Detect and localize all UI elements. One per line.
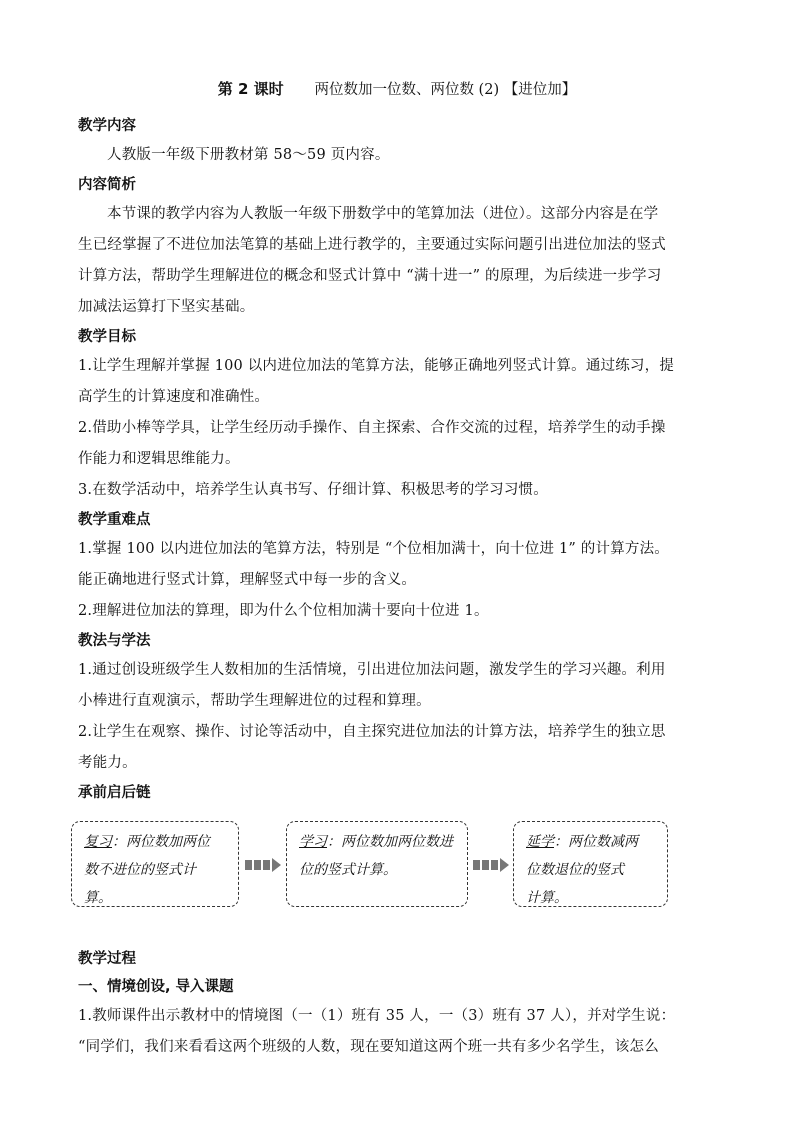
review-box [71,821,239,907]
section-subheading-intro: 一、情境创设, 导入课题 [78,979,234,995]
section-heading-chain: 承前启后链 [78,785,151,801]
review-tag: 复习 [84,834,112,850]
goals-line: 3.在数学活动中，培养学生认真书写、仔细计算、积极思考的学习习惯。 [78,482,548,498]
review-text: 算。 [84,890,112,906]
document-body [78,112,718,1063]
study-box [286,821,468,907]
goals-line: 高学生的计算速度和准确性。 [78,389,270,405]
extend-text: ：两位数减两 [554,834,638,850]
brief-line: 计算方法，帮助学生理解进位的概念和竖式计算中 “满十进一” 的原理，为后续进一步学习 [78,268,662,284]
process-line: “同学们，我们来看看这两个班级的人数，现在要知道这两个班一共有多少名学生，该怎么 [78,1039,659,1055]
goals-line: 2.借助小棒等学具，让学生经历动手操作、自主探索、合作交流的过程，培养学生的动手操 [78,420,666,436]
section-heading-goals: 教学目标 [78,329,136,345]
lesson-topic: 两位数加一位数、两位数 (2) 【进位加】 [314,82,577,98]
section-heading-methods: 教法与学法 [78,633,151,649]
lesson-title [0,78,794,99]
section-heading-brief: 内容简析 [78,177,136,193]
methods-line: 考能力。 [78,755,137,771]
arrow-right-icon [473,859,509,871]
keypoints-line: 能正确地进行竖式计算，理解竖式中每一步的含义。 [78,572,417,588]
study-text: 位的竖式计算。 [299,862,397,878]
brief-line: 加减法运算打下坚实基础。 [78,299,255,315]
section-heading-keypoints: 教学重难点 [78,512,151,528]
goals-line: 作能力和逻辑思维能力。 [78,451,240,467]
section-heading-process: 教学过程 [78,951,136,967]
brief-line: 本节课的教学内容为人教版一年级下册数学中的笔算加法（进位）。这部分内容是在学 [107,206,659,222]
lesson-number: 第 2 课时 [217,80,284,98]
extend-text: 计算。 [526,890,568,906]
keypoints-line: 1.掌握 100 以内进位加法的笔算方法，特别是 “个位相加满十，向十位进 1” 的计算方法。 [78,541,670,557]
keypoints-line: 2.理解进位加法的算理，即为什么个位相加满十要向十位进 1。 [78,603,489,619]
content-text: 人教版一年级下册教材第 58～59 页内容。 [107,147,390,163]
study-tag: 学习 [299,834,327,850]
section-heading-content: 教学内容 [78,118,136,134]
review-text: 数不进位的竖式计 [84,862,196,878]
learning-chain [78,813,718,923]
brief-line: 生已经掌握了不进位加法笔算的基础上进行教学的，主要通过实际问题引出进位加法的竖式 [78,237,666,253]
study-text: ：两位数加两位数进 [327,834,453,850]
extend-text: 位数退位的竖式 [526,862,624,878]
arrow-right-icon [245,859,281,871]
methods-line: 2.让学生在观察、操作、讨论等活动中，自主探究进位加法的计算方法，培养学生的独立思 [78,724,666,740]
process-line: 1.教师课件出示教材中的情境图（一（1）班有 35 人，一（3）班有 37 人），并对学生说： [78,1008,676,1024]
goals-line: 1.让学生理解并掌握 100 以内进位加法的笔算方法，能够正确地列竖式计算。通过练习，提 [78,358,675,374]
extend-box [513,821,668,907]
review-text: ：两位数加两位 [112,834,210,850]
extend-tag: 延学 [526,834,554,850]
methods-line: 1.通过创设班级学生人数相加的生活情境，引出进位加法问题，激发学生的学习兴趣。利用 [78,662,666,678]
methods-line: 小棒进行直观演示，帮助学生理解进位的过程和算理。 [78,693,431,709]
